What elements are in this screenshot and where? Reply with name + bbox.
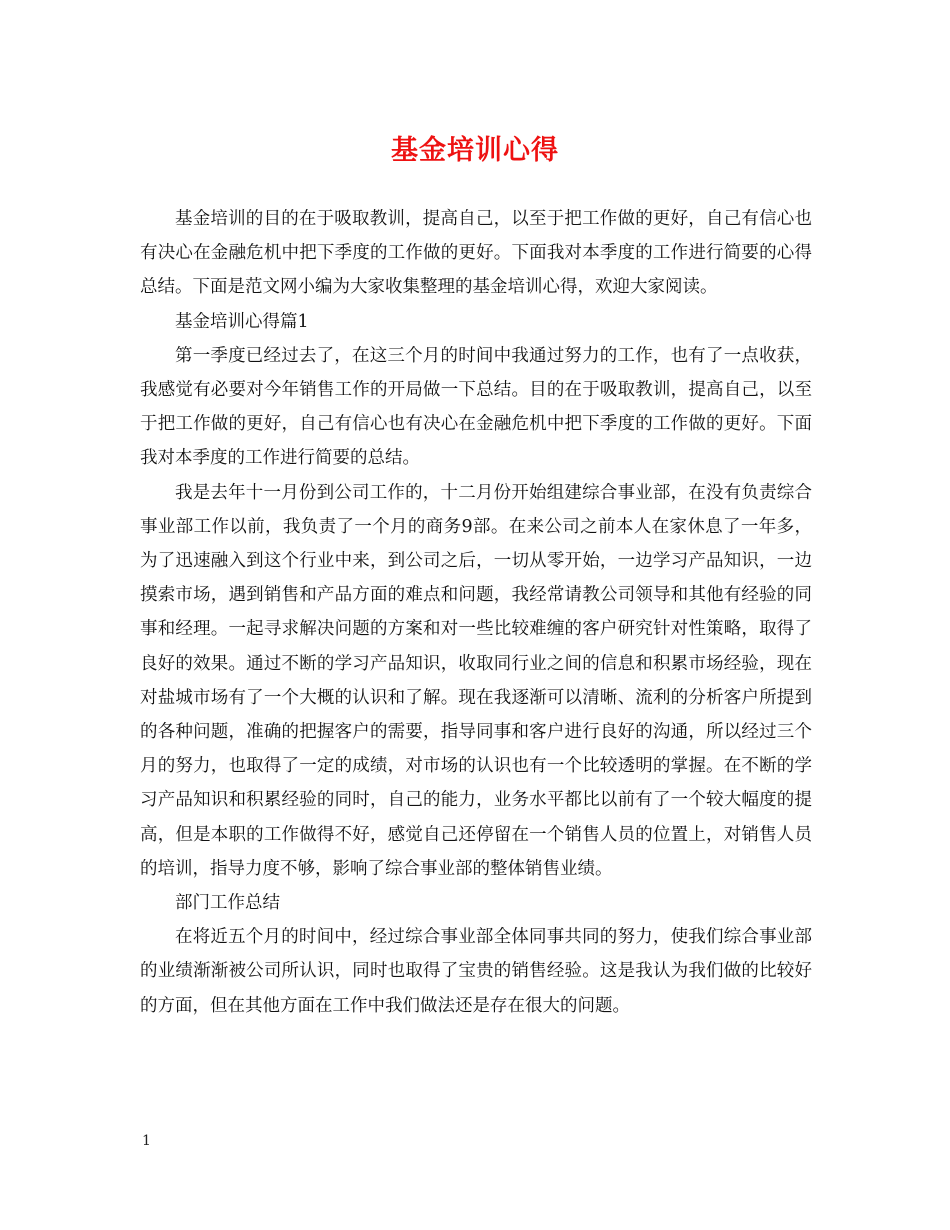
paragraph-1: 第一季度已经过去了，在这三个月的时间中我通过努力的工作，也有了一点收获，我感觉有必要对今年销售工作的开局做一下总结。目的在于吸取教训，提高自己，以至于把工作做的更好，自己有信心也有决心在金融危机中把下季度的工作做的更好。下面我对本季度的工作进行简要的总结。 bbox=[140, 345, 812, 469]
section-heading-2: 部门工作总结 bbox=[175, 893, 280, 914]
paragraph-intro: 基金培训的目的在于吸取教训，提高自己，以至于把工作做的更好，自己有信心也有决心在金融危机中把下季度的工作做的更好。下面我对本季度的工作进行简要的心得总结。下面是范文网小编为大家收集整理的基金培训心得，欢迎大家阅读。 bbox=[140, 209, 812, 298]
paragraph-2: 我是去年十一月份到公司工作的，十二月份开始组建综合事业部，在没有负责综合事业部工作以前，我负责了一个月的商务9部。在来公司之前本人在家休息了一年多，为了迅速融入到这个行业中来，到公司之后，一切从零开始，一边学习产品知识，一边摸索市场，遇到销售和产品方面的难点和问题，我经常请教公司领导和其他有经验的同事和经理。一起寻求解决问题的方案和对一些比较难缠的客户研究针对性策略，取得了良好的效果。通过不断的学习产品知识，收取同行业之间的信息和积累市场经验，现在对盐城市场有了一个大概的认识和了解。现在我逐渐可以清晰、流利的分析客户所提到的各种问题，准确的把握客户的需要，指导同事和客户进行良好的沟通，所以经过三个月的努力，也取得了一定的成绩，对市场的认识也有一个比较透明的掌握。在不断的学习产品知识和积累经验的同时，自己的能力，业务水平都比以前有了一个较大幅度的提高，但是本职的工作做得不好，感觉自己还停留在一个销售人员的位置上，对销售人员的培训，指导力度不够，影响了综合事业部的整体销售业绩。 bbox=[140, 482, 812, 879]
document-title: 基金培训心得 bbox=[391, 135, 559, 166]
section-heading-1: 基金培训心得篇1 bbox=[175, 311, 309, 332]
document-body bbox=[140, 202, 812, 1023]
page-number: 1 bbox=[142, 1133, 151, 1149]
paragraph-3: 在将近五个月的时间中，经过综合事业部全体同事共同的努力，使我们综合事业部的业绩渐渐被公司所认识，同时也取得了宝贵的销售经验。这是我认为我们做的比较好的方面，但在其他方面在工作中我们做法还是存在很大的问题。 bbox=[140, 927, 812, 1016]
